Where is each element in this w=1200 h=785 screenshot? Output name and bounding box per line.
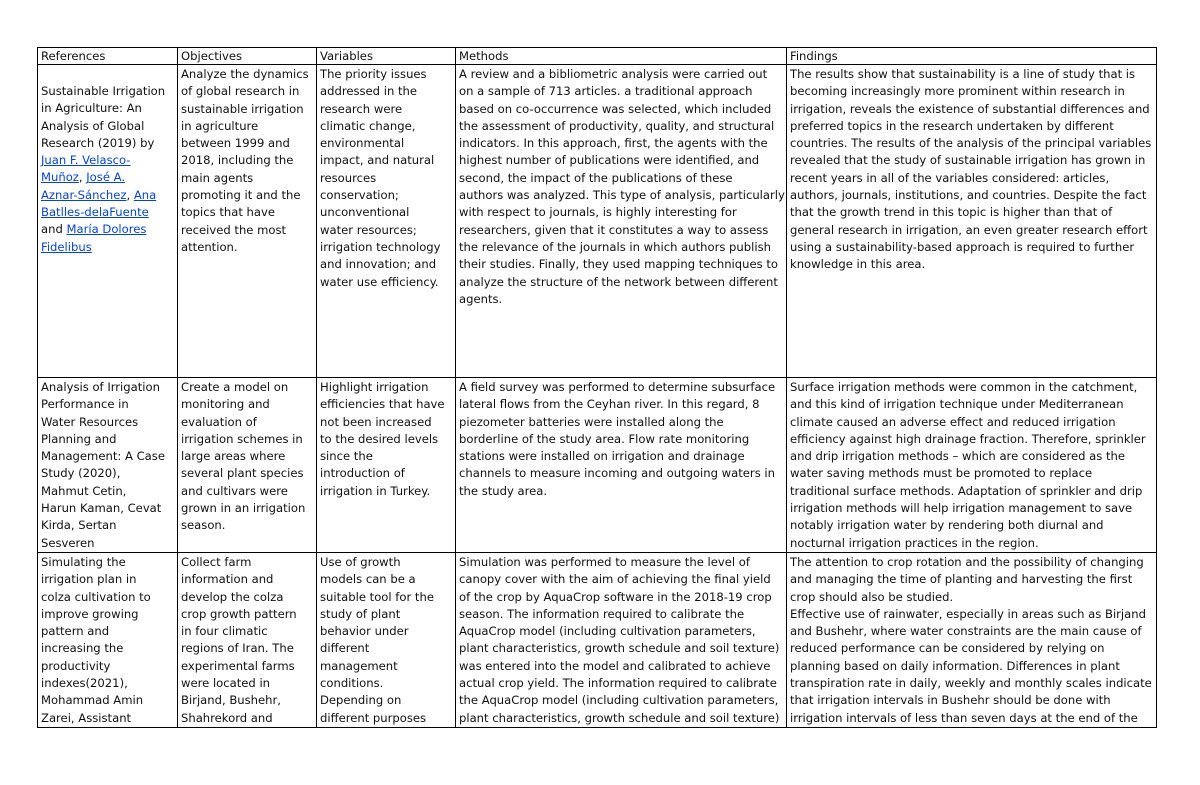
cell-text-line: second, the impact of the publications of these bbox=[459, 170, 733, 185]
cell-text-line: climate caused an adverse effect and reduced irrigation bbox=[790, 414, 1116, 429]
cell-text-line: their studies. Finally, they used mapping techniques to bbox=[459, 257, 778, 272]
cell-text-line: addressed in the bbox=[320, 84, 418, 99]
cell-text-line: behavior under bbox=[320, 624, 409, 639]
cell-text-line: sustainable irrigation bbox=[181, 101, 304, 116]
cell-text-line: Shahrekord and bbox=[181, 710, 273, 725]
cell-text-line: grown in an irrigation bbox=[181, 501, 306, 516]
cell-text-line: Simulation was performed to measure the level of bbox=[459, 554, 750, 569]
methods-cell bbox=[456, 378, 787, 553]
cell-text-line: and this kind of irrigation technique under Mediterranean bbox=[790, 397, 1124, 412]
cell-text-line: Collect farm bbox=[181, 554, 252, 569]
findings-cell bbox=[787, 552, 1157, 727]
cell-text-line: Analysis of Irrigation bbox=[41, 380, 160, 394]
author-line bbox=[41, 239, 174, 256]
cell-text-line: productivity bbox=[41, 658, 111, 673]
cell-text-line: regions of Iran. The bbox=[181, 641, 294, 656]
cell-text-line: conservation; bbox=[320, 188, 399, 203]
reference-line: in Agriculture: An bbox=[41, 101, 142, 116]
cell-text-line: different bbox=[320, 641, 370, 656]
cell-text-line: authors, journals, institutions, and countries. Despite the fact bbox=[790, 188, 1147, 203]
cell-text-line: actual crop yield. The information required to calibrate bbox=[459, 676, 777, 691]
cell-text-line: nocturnal irrigation practices in the region. bbox=[790, 535, 1039, 550]
cell-text-line: irrigation in Turkey. bbox=[320, 483, 431, 498]
cell-text-line: canopy cover with the aim of achieving the final yield bbox=[459, 572, 771, 587]
author-link-velasco-cont[interactable]: Muñoz bbox=[41, 170, 79, 185]
cell-text-line: lateral flows from the Ceyhan river. In this regard, 8 bbox=[459, 397, 760, 412]
cell-text-line: Management: A Case bbox=[41, 449, 165, 464]
cell-text-line: The attention to crop rotation and the possibility of changing bbox=[790, 554, 1144, 569]
cell-text-line: several plant species bbox=[181, 466, 304, 481]
cell-text-line: crop growth pattern bbox=[181, 606, 297, 621]
cell-text-line: of the crop by AquaCrop software in the 2018-19 crop bbox=[459, 589, 772, 604]
cell-text-line: researchers, given that it constitutes a way to assess bbox=[459, 222, 769, 237]
cell-text-line: agents. bbox=[459, 291, 503, 306]
cell-text-line: Water Resources bbox=[41, 414, 139, 429]
findings-cell bbox=[787, 378, 1157, 553]
cell-text-line: traditional surface methods. Adaptation of sprinkler and drip bbox=[790, 483, 1143, 498]
author-link-aznar-cont[interactable]: Aznar-Sánchez bbox=[41, 187, 127, 202]
header-references: References bbox=[38, 48, 178, 65]
cell-text-line: stations were installed on irrigation and drainage bbox=[459, 449, 745, 464]
cell-text-line: and managing the time of planting and harvesting the first bbox=[790, 572, 1133, 587]
cell-text-line: models can be a bbox=[320, 572, 416, 587]
cell-text-line: highest number of publications were identified, and bbox=[459, 153, 760, 168]
variables-cell bbox=[317, 552, 456, 727]
and-text: and bbox=[41, 222, 67, 237]
cell-text-line: knowledge in this area. bbox=[790, 257, 926, 272]
cell-text-line: information and bbox=[181, 572, 274, 587]
cell-text-line: Mohammad Amin bbox=[41, 693, 144, 708]
header-objectives: Objectives bbox=[178, 48, 317, 65]
objectives-cell bbox=[178, 552, 317, 727]
cell-text-line: borderline of the study area. Flow rate monitoring bbox=[459, 431, 750, 446]
cell-text-line: in agriculture bbox=[181, 118, 259, 133]
cell-text-line: channels to measure incoming and outgoing waters in bbox=[459, 466, 775, 481]
cell-text-line: research were bbox=[320, 101, 403, 116]
cell-text-line: since the bbox=[320, 449, 373, 464]
reference-cell bbox=[38, 378, 178, 553]
cell-text-line: The priority issues bbox=[320, 67, 427, 81]
cell-text-line: general research in irrigation, an even greater research effort bbox=[790, 222, 1148, 237]
cell-text-line: Highlight irrigation bbox=[320, 380, 429, 394]
cell-text-line: on a sample of 713 articles. a traditional approach bbox=[459, 84, 753, 99]
cell-text-line: preferred topics in the research undertaken by different bbox=[790, 118, 1114, 133]
cell-text-line: countries. The results of the analysis of the principal variables bbox=[790, 136, 1152, 151]
table-row bbox=[38, 65, 1157, 378]
cell-text-line: large areas where bbox=[181, 449, 286, 464]
cell-text-line: using a sustainability-based approach is required to further bbox=[790, 239, 1135, 254]
cell-text-line: A field survey was performed to determine subsurface bbox=[459, 380, 776, 394]
cell-text-line: to the desired levels bbox=[320, 431, 439, 446]
header-findings: Findings bbox=[787, 48, 1157, 65]
cell-text-line: main agents bbox=[181, 170, 254, 185]
cell-text-line: different purposes bbox=[320, 710, 427, 725]
methods-cell bbox=[456, 552, 787, 727]
cell-text-line: colza cultivation to bbox=[41, 589, 151, 604]
author-line bbox=[41, 152, 174, 169]
cell-text-line: efficiency against high drainage fraction. Therefore, sprinkler bbox=[790, 431, 1146, 446]
cell-text-line: water use efficiency. bbox=[320, 274, 439, 289]
cell-text-line: suitable tool for the bbox=[320, 589, 434, 604]
cell-text-line: Analyze the dynamics bbox=[181, 67, 309, 81]
cell-text-line: water saving methods must be promoted to replace bbox=[790, 466, 1093, 481]
cell-text-line: irrigation technology bbox=[320, 239, 441, 254]
cell-text-line: and cultivars were bbox=[181, 483, 288, 498]
cell-text-line: the relevance of the journals in which authors publish bbox=[459, 239, 771, 254]
cell-text-line: experimental farms bbox=[181, 658, 295, 673]
cell-text-line: Sesveren bbox=[41, 535, 95, 550]
cell-text-line: Planning and bbox=[41, 431, 117, 446]
header-variables: Variables bbox=[317, 48, 456, 65]
cell-text-line: Harun Kaman, Cevat bbox=[41, 501, 162, 516]
author-line bbox=[41, 169, 174, 186]
header-methods: Methods bbox=[456, 48, 787, 65]
cell-text-line: indexes(2021), bbox=[41, 676, 128, 691]
cell-text-line: increasing the bbox=[41, 641, 124, 656]
cell-text-line: efficiencies that have bbox=[320, 397, 445, 412]
cell-text-line: Zarei, Assistant bbox=[41, 710, 132, 725]
table-row bbox=[38, 552, 1157, 727]
cell-text-line: recent years in all of the variables considered: articles, bbox=[790, 170, 1110, 185]
cell-text-line: that irrigation intervals in Bushehr should be done with bbox=[790, 693, 1111, 708]
cell-text-line: crop should also be studied. bbox=[790, 589, 954, 604]
cell-text-line: received the most bbox=[181, 222, 287, 237]
cell-text-line: Simulating the bbox=[41, 554, 126, 569]
cell-text-line: that the growth trend in this topic is higher than that of bbox=[790, 205, 1113, 220]
cell-text-line: were located in bbox=[181, 676, 271, 691]
cell-text-line: Effective use of rainwater, especially in areas such as Birjand bbox=[790, 606, 1146, 621]
cell-text-line: notably irrigation water by rendering both diurnal and bbox=[790, 518, 1104, 533]
cell-text-line: was entered into the model and calibrated to achieve bbox=[459, 658, 771, 673]
cell-text-line: the AquaCrop model (including cultivation parameters, bbox=[459, 693, 779, 708]
author-link-velasco[interactable]: Juan F. Velasco- bbox=[41, 153, 131, 168]
author-link-aznar[interactable]: José A. bbox=[86, 170, 126, 185]
variables-cell bbox=[317, 378, 456, 553]
cell-text-line: and Bushehr, where water constraints are the main cause of bbox=[790, 624, 1142, 639]
cell-text-line: Use of growth bbox=[320, 554, 401, 569]
variables-cell bbox=[317, 65, 456, 378]
cell-text-line: planning based on daily information. Differences in plant bbox=[790, 658, 1120, 673]
author-link-batlles[interactable]: Ana bbox=[133, 187, 157, 202]
cell-text-line: and innovation; and bbox=[320, 257, 437, 272]
cell-text-line: Birjand, Bushehr, bbox=[181, 693, 281, 708]
author-link-batlles-cont[interactable]: Batlles-delaFuente bbox=[41, 205, 149, 220]
literature-review-table bbox=[37, 47, 1157, 728]
cell-text-line: based on co-occurrence was selected, which included bbox=[459, 101, 772, 116]
cell-text-line: irrigation methods will help irrigation management to save bbox=[790, 501, 1133, 516]
cell-text-line: A review and a bibliometric analysis were carried out bbox=[459, 67, 768, 81]
cell-text-line: analyze the structure of the network between different bbox=[459, 274, 778, 289]
cell-text-line: introduction of bbox=[320, 466, 405, 481]
cell-text-line: attention. bbox=[181, 239, 238, 254]
cell-text-line: revealed that the study of sustainable irrigation has grown in bbox=[790, 153, 1146, 168]
cell-text-line: and drip irrigation methods – which are considered as the bbox=[790, 449, 1126, 464]
cell-text-line: pattern and bbox=[41, 624, 110, 639]
cell-text-line: conditions. bbox=[320, 676, 384, 691]
cell-text-line: resources bbox=[320, 170, 377, 185]
cell-text-line: Depending on bbox=[320, 693, 402, 708]
objectives-cell bbox=[178, 378, 317, 553]
findings-cell bbox=[787, 65, 1157, 378]
cell-text-line: between 1999 and bbox=[181, 136, 290, 151]
cell-text-line: topics that have bbox=[181, 205, 275, 220]
cell-text-line: impact, and natural bbox=[320, 153, 435, 168]
table-row bbox=[38, 378, 1157, 553]
author-link-fidelibus-cont[interactable]: Fidelibus bbox=[41, 239, 92, 254]
cell-text-line: Create a model on bbox=[181, 380, 289, 394]
cell-text-line: the assessment of productivity, quality, and structural bbox=[459, 118, 775, 133]
author-link-fidelibus[interactable]: María Dolores bbox=[66, 222, 147, 237]
author-line bbox=[41, 187, 174, 204]
cell-text-line: with respect to journals, is highly interesting for bbox=[459, 205, 737, 220]
cell-text-line: plant characteristics, growth schedule and soil texture) bbox=[459, 710, 780, 725]
author-line bbox=[41, 204, 174, 221]
reference-line: Analysis of Global bbox=[41, 118, 145, 133]
cell-text-line: plant characteristics, growth schedule and soil texture) bbox=[459, 641, 780, 656]
cell-text-line: The results show that sustainability is a line of study that is bbox=[790, 67, 1136, 81]
cell-text-line: transpiration rate in daily, weekly and monthly scales indicate bbox=[790, 676, 1152, 691]
cell-text-line: promoting it and the bbox=[181, 188, 301, 203]
cell-text-line: climatic change, bbox=[320, 118, 416, 133]
cell-text-line: of global research in bbox=[181, 84, 300, 99]
methods-cell bbox=[456, 65, 787, 378]
header-row bbox=[38, 48, 1157, 65]
blank-line bbox=[41, 66, 174, 83]
cell-text-line: irrigation schemes in bbox=[181, 431, 303, 446]
cell-text-line: management bbox=[320, 658, 398, 673]
reference-cell bbox=[38, 65, 178, 378]
cell-text-line: improve growing bbox=[41, 606, 139, 621]
cell-text-line: Surface irrigation methods were common in the catchment, bbox=[790, 380, 1138, 394]
cell-text-line: irrigation, reveals the existence of substantial differences and bbox=[790, 101, 1150, 116]
cell-text-line: irrigation intervals of less than seven days at the end of the bbox=[790, 710, 1138, 725]
cell-text-line: the study area. bbox=[459, 483, 548, 498]
cell-text-line: piezometer batteries were installed along the bbox=[459, 414, 724, 429]
cell-text-line: authors was analyzed. This type of analysis, particularly bbox=[459, 188, 785, 203]
cell-text-line: water resources; bbox=[320, 222, 417, 237]
separator: , bbox=[78, 170, 87, 185]
cell-text-line: season. bbox=[181, 518, 226, 533]
cell-text-line: 2018, including the bbox=[181, 153, 294, 168]
cell-text-line: in four climatic bbox=[181, 624, 268, 639]
separator: , bbox=[126, 187, 134, 202]
cell-text-line: Mahmut Cetin, bbox=[41, 483, 127, 498]
cell-text-line: Performance in bbox=[41, 397, 129, 412]
cell-text-line: Study (2020), bbox=[41, 466, 121, 481]
author-line bbox=[41, 221, 174, 238]
cell-text-line: evaluation of bbox=[181, 414, 257, 429]
reference-line: Research (2019) by bbox=[41, 135, 155, 150]
objectives-cell bbox=[178, 65, 317, 378]
reference-line: Sustainable Irrigation bbox=[41, 84, 166, 98]
cell-text-line: irrigation plan in bbox=[41, 572, 137, 587]
cell-text-line: becoming increasingly more prominent within research in bbox=[790, 84, 1125, 99]
cell-text-line: environmental bbox=[320, 136, 405, 151]
reference-cell bbox=[38, 552, 178, 727]
cell-text-line: study of plant bbox=[320, 606, 401, 621]
cell-text-line: Kirda, Sertan bbox=[41, 518, 117, 533]
cell-text-line: develop the colza bbox=[181, 589, 284, 604]
cell-text-line: monitoring and bbox=[181, 397, 270, 412]
cell-text-line: season. The information required to calibrate the bbox=[459, 606, 745, 621]
cell-text-line: reduced performance can be considered by relying on bbox=[790, 641, 1105, 656]
cell-text-line: not been increased bbox=[320, 414, 432, 429]
cell-text-line: indicators. In this approach, first, the agents with the bbox=[459, 136, 768, 151]
cell-text-line: AquaCrop model (including cultivation parameters, bbox=[459, 624, 756, 639]
cell-text-line: unconventional bbox=[320, 205, 410, 220]
